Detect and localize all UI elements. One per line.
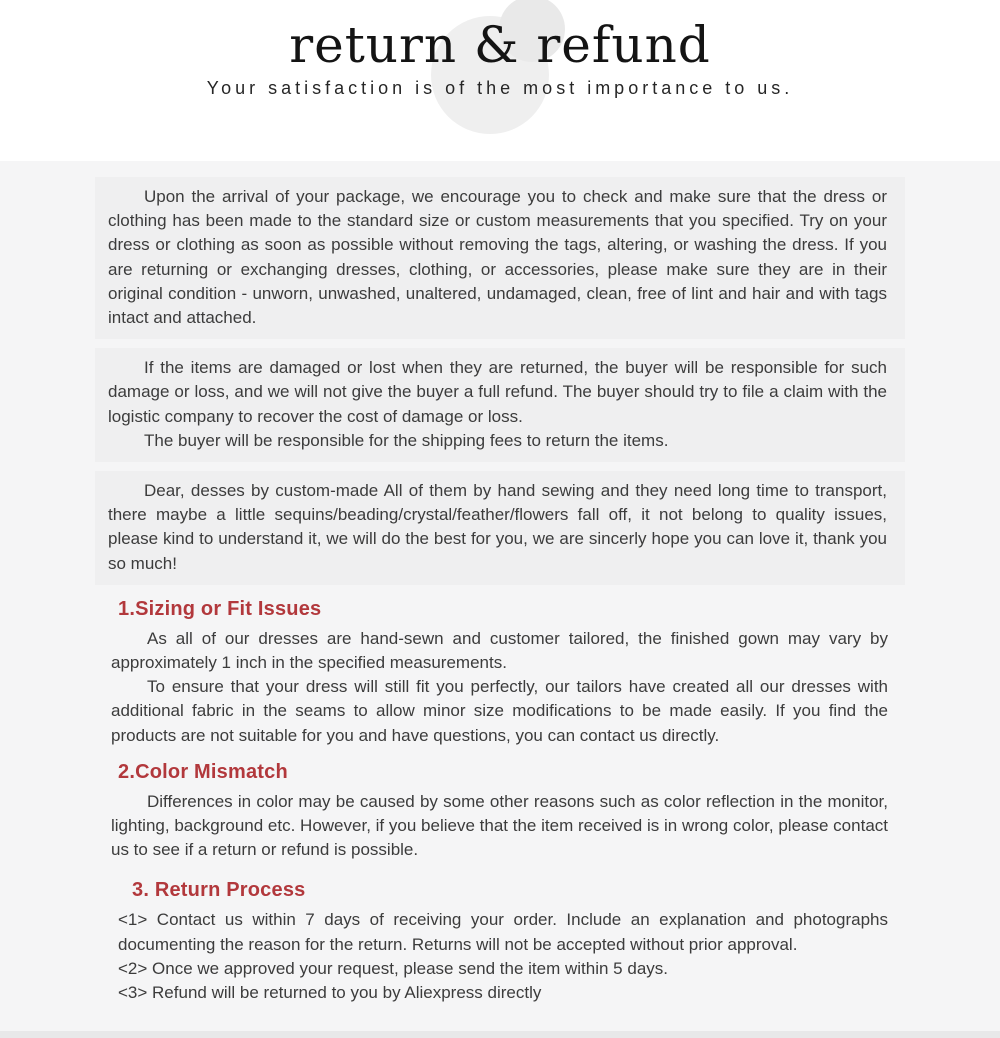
header bbox=[0, 0, 1000, 161]
numbered-sections bbox=[0, 598, 1000, 1005]
policy-paragraph: Dear, desses by custom-made All of them by hand sewing and they need long time to transport, there maybe a little sequins/beading/crystal/feather/flowers fall off, it not belong to quality issues, please kind to understand it, we will do the best for you, we are sincerly hope you can love it, thank you so much! bbox=[108, 481, 887, 573]
section-sizing-heading: 1.Sizing or Fit Issues bbox=[118, 597, 322, 620]
section-return-heading: 3. Return Process bbox=[132, 879, 306, 902]
policy-paragraph: The buyer will be responsible for the shipping fees to return the items. bbox=[144, 430, 669, 450]
bottom-divider bbox=[0, 1031, 1000, 1038]
policy-paragraph: Upon the arrival of your package, we encourage you to check and make sure that the dress or clothing has been made to the standard size or custom measurements that you specified. Try on your dress or clothing as soon as possible without removing the tags, altering, or washing the dress. If you are returning or exchanging dresses, clothing, or accessories, please make sure they are in their original condition - unworn, unwashed, unaltered, undamaged, clean, free of lint and hair and with tags intact and attached. bbox=[108, 187, 887, 328]
return-step: <1> Contact us within 7 days of receiving your order. Include an explanation and photographs documenting the reason for the return. Returns will not be accepted without prior approval. bbox=[118, 910, 888, 954]
return-step: <2> Once we approved your request, please send the item within 5 days. bbox=[118, 958, 668, 978]
policy-paragraph: If the items are damaged or lost when they are returned, the buyer will be responsible for such damage or loss, and we will not give the buyer a full refund. The buyer should try to file a claim with the logistic company to recover the cost of damage or loss. bbox=[108, 358, 887, 426]
policy-block-damage bbox=[95, 348, 905, 462]
policy-paragraph: Differences in color may be caused by some other reasons such as color reflection in the monitor, lighting, background etc. However, if you believe that the item received is in wrong color, please contact us to see if a return or refund is possible. bbox=[111, 791, 888, 860]
page-title: return & refund bbox=[289, 16, 711, 74]
section-color-mismatch bbox=[111, 761, 888, 863]
return-step: <3> Refund will be returned to you by Aliexpress directly bbox=[118, 983, 542, 1003]
policy-content bbox=[0, 161, 1000, 1038]
section-sizing bbox=[111, 598, 888, 748]
policy-paragraph: As all of our dresses are hand-sewn and customer tailored, the finished gown may vary by approximately 1 inch in the specified measurements. bbox=[111, 628, 888, 673]
section-return-process bbox=[111, 879, 888, 1005]
section-color-heading: 2.Color Mismatch bbox=[118, 760, 288, 783]
policy-block-arrival bbox=[95, 177, 905, 339]
page-subtitle: Your satisfaction is of the most importance to us. bbox=[206, 78, 794, 98]
policy-paragraph: To ensure that your dress will still fit you perfectly, our tailors have created all our dresses with additional fabric in the seams to allow minor size modifications to be made easily. If you find the products are not suitable for you and have questions, you can contact us directly. bbox=[111, 677, 888, 745]
policy-block-handmade bbox=[95, 471, 905, 585]
